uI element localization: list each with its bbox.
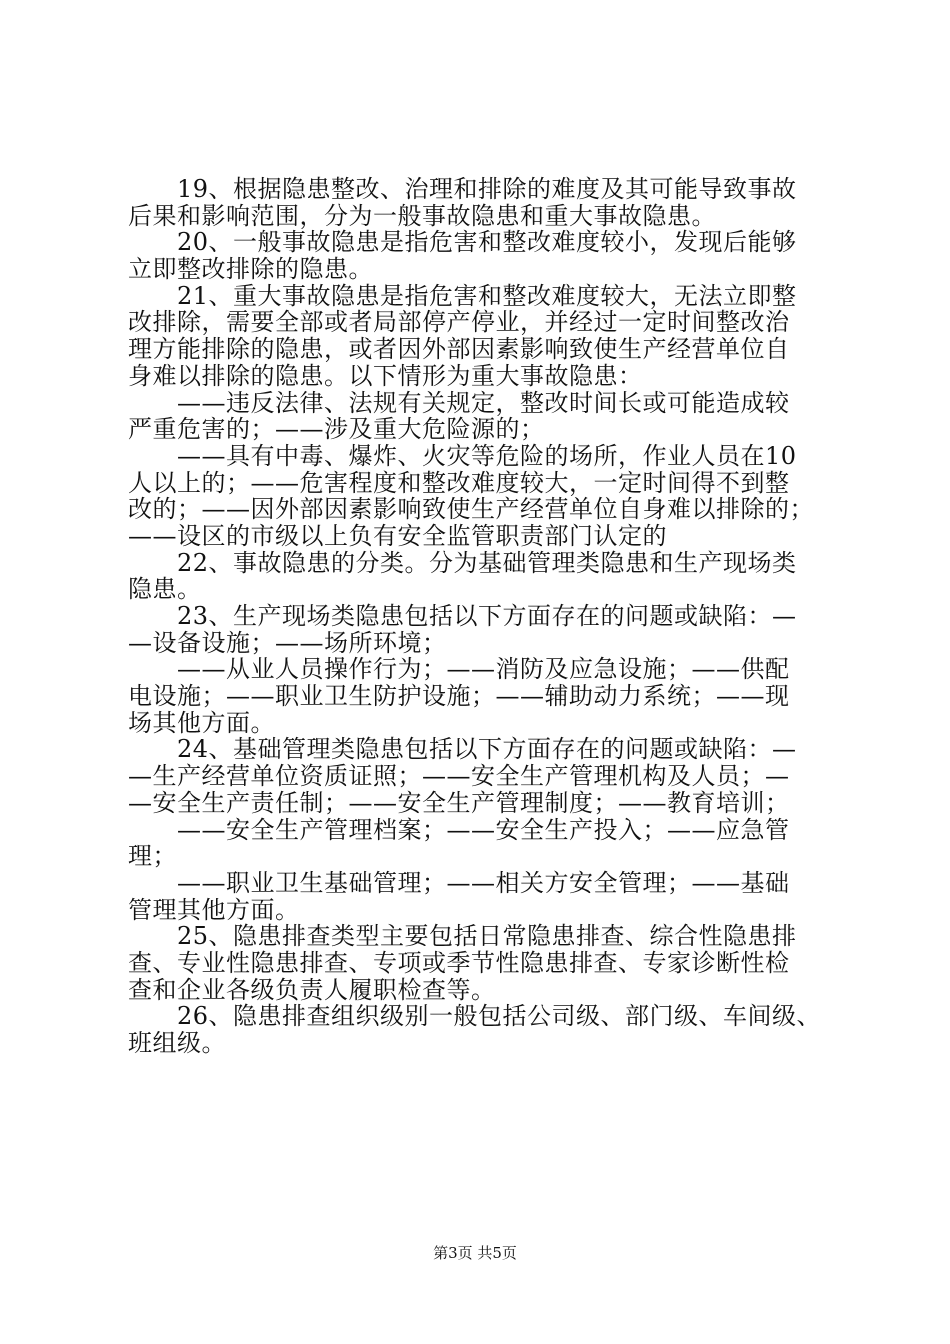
text-line: ——违反法律、法规有关规定，整改时间长或可能造成较 (128, 389, 790, 417)
text-line: 23、生产现场类隐患包括以下方面存在的问题或缺陷：— (128, 603, 797, 630)
text-line: ——从业人员操作行为；——消防及应急设施；——供配 (128, 656, 790, 684)
text-line: 身难以排除的隐患。以下情形为重大事故隐患： (128, 362, 643, 390)
text-line: 查、专业性隐患排查、专项或季节性隐患排查、专家诊断性检 (128, 949, 790, 977)
text-line: 20、一般事故隐患是指危害和整改难度较小，发现后能够 (128, 229, 797, 257)
text-line: 改排除，需要全部或者局部停产停业，并经过一定时间整改治 (128, 309, 790, 337)
text-line: ——职业卫生基础管理；——相关方安全管理；——基础 (128, 869, 790, 897)
text-line: ——设区的市级以上负有安全监管职责部门认定的 (128, 522, 667, 550)
text-line: 查和企业各级负责人履职检查等。 (128, 976, 496, 1004)
text-line: 场其他方面。 (128, 709, 275, 737)
text-line: 21、重大事故隐患是指危害和整改难度较大，无法立即整 (128, 282, 797, 310)
text-line: ——安全生产管理档案；——安全生产投入；——应急管 (128, 816, 790, 844)
text-line: 改的；——因外部因素影响致使生产经营单位自身难以排除的； (128, 496, 814, 523)
text-line: —设备设施；——场所环境； (128, 629, 447, 657)
text-line: 严重危害的；——涉及重大危险源的； (128, 416, 545, 443)
text-line: 立即整改排除的隐患。 (128, 256, 373, 283)
text-line: 25、隐患排查类型主要包括日常隐患排查、综合性隐患排 (128, 923, 797, 950)
text-line: 电设施；——职业卫生防护设施；——辅助动力系统；——现 (128, 683, 790, 710)
text-line: 管理其他方面。 (128, 896, 300, 924)
text-line: —安全生产责任制；——安全生产管理制度；——教育培训； (128, 789, 790, 817)
text-line: 隐患。 (128, 576, 202, 603)
text-line: 理； (128, 843, 177, 870)
body-text (128, 176, 848, 1057)
text-line: —生产经营单位资质证照；——安全生产管理机构及人员；— (128, 763, 790, 790)
text-line: 22、事故隐患的分类。分为基础管理类隐患和生产现场类 (128, 549, 797, 577)
page-footer (0, 1243, 950, 1263)
text-line: 19、根据隐患整改、治理和排除的难度及其可能导致事故 (128, 176, 797, 203)
page-number-label: 第3页 共5页 (433, 1244, 517, 1262)
text-line: 后果和影响范围，分为一般事故隐患和重大事故隐患。 (128, 202, 716, 230)
text-line: 24、基础管理类隐患包括以下方面存在的问题或缺陷：— (128, 736, 797, 764)
text-line: 人以上的；——危害程度和整改难度较大，一定时间得不到整 (128, 469, 790, 497)
text-line: 班组级。 (128, 1030, 226, 1057)
text-line: ——具有中毒、爆炸、火灾等危险的场所，作业人员在10 (128, 442, 797, 470)
text-line: 理方能排除的隐患，或者因外部因素影响致使生产经营单位自 (128, 336, 790, 363)
text-line: 26、隐患排查组织级别一般包括公司级、部门级、车间级、 (128, 1003, 822, 1030)
